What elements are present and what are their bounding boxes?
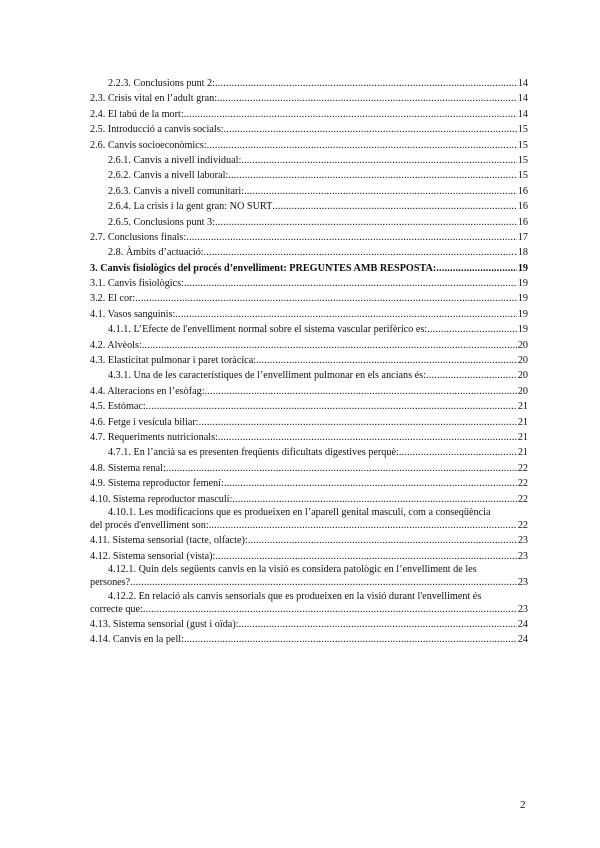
toc-entry-page: 24 xyxy=(517,618,528,630)
dot-leader xyxy=(232,492,517,507)
dot-leader xyxy=(215,76,517,91)
toc-entry-page: 22 xyxy=(517,493,528,505)
toc-entry[interactable] xyxy=(90,368,528,383)
toc-entry-title: 4.3.1. Una de les característiques de l’envelliment pulmonar en els ancians és: xyxy=(108,370,426,382)
toc-entry-title: 4.7.1. En l’ancià sa es presenten freqüents dificultats digestives perquè: xyxy=(108,447,399,459)
toc-entry-page: 14 xyxy=(517,78,528,89)
toc-entry-title: 2.6. Canvis socioeconòmics: xyxy=(90,139,207,151)
dot-leader xyxy=(209,518,517,533)
toc-entry-page: 24 xyxy=(517,634,528,646)
toc-entry-title: 4.12. Sistema sensorial (vista): xyxy=(90,550,216,562)
toc-entry-page: 19 xyxy=(517,324,528,336)
dot-leader xyxy=(184,276,517,291)
dot-leader xyxy=(399,445,517,460)
toc-entry[interactable] xyxy=(90,338,528,353)
toc-entry-page: 20 xyxy=(517,370,528,382)
dot-leader xyxy=(244,184,517,199)
dot-leader xyxy=(224,122,517,137)
toc-entry-title: 2.6.3. Canvis a nivell comunitari: xyxy=(108,185,245,197)
dot-leader xyxy=(427,322,517,337)
toc-entry-page: 19 xyxy=(517,262,528,274)
toc-entry-page: 21 xyxy=(517,447,528,459)
dot-leader xyxy=(205,384,517,399)
toc-entry-title-continued: persones? xyxy=(90,577,131,589)
toc-entry-page: 21 xyxy=(517,401,528,413)
table-of-contents xyxy=(90,76,528,648)
toc-entry[interactable] xyxy=(90,430,528,445)
dot-leader xyxy=(184,632,517,647)
toc-entry[interactable] xyxy=(90,291,528,306)
toc-entry-title: 2.5. Introducció a canvis socials: xyxy=(90,124,224,136)
toc-entry[interactable] xyxy=(90,138,528,153)
toc-entry[interactable] xyxy=(90,107,528,122)
toc-entry-page: 16 xyxy=(517,216,528,228)
toc-entry-title: 4.2. Alvèols: xyxy=(90,339,142,351)
toc-entry-title: 3.2. El cor: xyxy=(90,293,136,305)
toc-entry[interactable] xyxy=(90,168,528,183)
dot-leader xyxy=(184,107,517,122)
toc-entry[interactable] xyxy=(90,322,528,337)
toc-entry[interactable] xyxy=(90,122,528,137)
toc-entry-title: 3. Canvis fisiològics del procés d’envelliment: PREGUNTES AMB RESPOSTA: xyxy=(90,262,437,274)
dot-leader xyxy=(207,138,517,153)
dot-leader xyxy=(248,533,517,548)
toc-entry[interactable] xyxy=(90,533,528,548)
toc-entry-page: 22 xyxy=(517,462,528,474)
dot-leader xyxy=(142,338,517,353)
toc-entry-title: 4.9. Sistema reproductor femení: xyxy=(90,478,224,490)
toc-entry-page: 20 xyxy=(517,385,528,397)
toc-entry-page: 23 xyxy=(517,577,528,589)
toc-entry-title: 2.4. El tabú de la mort: xyxy=(90,108,184,120)
toc-entry-title: 2.8. Àmbits d’actuació: xyxy=(108,247,204,259)
toc-entry-title: 2.7. Conclusions finals: xyxy=(90,231,187,243)
toc-entry[interactable] xyxy=(90,445,528,460)
toc-entry-title-continued: del procés d'envelliment son: xyxy=(90,519,209,531)
toc-entry-page: 15 xyxy=(517,170,528,182)
toc-entry-page: 14 xyxy=(517,93,528,105)
toc-entry[interactable] xyxy=(90,507,528,533)
dot-leader xyxy=(228,168,517,183)
toc-entry[interactable] xyxy=(90,632,528,647)
dot-leader xyxy=(204,245,517,260)
toc-entry[interactable] xyxy=(90,76,528,91)
toc-entry-page: 15 xyxy=(517,124,528,136)
dot-leader xyxy=(166,461,517,476)
toc-entry-page: 20 xyxy=(517,339,528,351)
toc-entry[interactable] xyxy=(90,199,528,214)
toc-entry-page: 14 xyxy=(517,108,528,120)
toc-entry[interactable] xyxy=(90,261,528,276)
toc-entry-page: 21 xyxy=(517,431,528,443)
toc-entry-title: 4.1. Vasos sanguinis: xyxy=(90,308,176,320)
page-number: 2 xyxy=(520,799,526,811)
toc-entry[interactable] xyxy=(90,276,528,291)
toc-entry-title: 4.12.1. Quin dels següents canvis en la visió es considera patològic en l’envelliment de les xyxy=(108,564,477,576)
dot-leader xyxy=(436,261,517,276)
toc-entry-title: 4.10.1. Les modificacions que es produeixen en l’aparell genital masculí, com a conseqüència xyxy=(108,506,491,518)
dot-leader xyxy=(256,353,517,368)
toc-entry-page: 18 xyxy=(517,247,528,259)
toc-entry-page: 15 xyxy=(517,154,528,166)
toc-entry-page: 19 xyxy=(517,308,528,320)
toc-entry[interactable] xyxy=(90,461,528,476)
toc-entry-title: 4.6. Fetge i vesícula biliar: xyxy=(90,416,199,428)
toc-entry-title: 4.3. Elasticitat pulmonar i paret toràcica: xyxy=(90,355,257,367)
toc-entry-page: 16 xyxy=(517,201,528,213)
toc-entry[interactable] xyxy=(90,415,528,430)
toc-entry-title: 2.2.3. Conclusions punt 2: xyxy=(108,78,215,89)
toc-entry[interactable] xyxy=(90,153,528,168)
toc-entry-title: 4.8. Sistema renal: xyxy=(90,462,166,474)
toc-entry-title: 4.12.2. En relació als canvis sensorials que es produeixen en la visió durant l'envelliment és xyxy=(108,590,482,602)
toc-entry[interactable] xyxy=(90,307,528,322)
toc-entry[interactable] xyxy=(90,399,528,414)
toc-entry-title: 2.6.4. La crisis i la gent gran: NO SURT xyxy=(108,201,273,213)
dot-leader xyxy=(146,399,517,414)
toc-entry-title: 3.1. Canvis fisiològics: xyxy=(90,278,184,290)
dot-leader xyxy=(217,91,517,106)
dot-leader xyxy=(239,617,517,632)
toc-entry-page: 22 xyxy=(517,519,528,531)
toc-entry-page: 23 xyxy=(517,535,528,547)
toc-entry[interactable] xyxy=(90,492,528,507)
toc-entry-title: 4.10. Sistema reproductor masculí: xyxy=(90,493,233,505)
toc-entry[interactable] xyxy=(90,476,528,491)
toc-entry[interactable] xyxy=(90,549,528,564)
toc-entry-page: 23 xyxy=(517,550,528,562)
toc-entry-title-continued: correcte que: xyxy=(90,603,143,615)
toc-entry-title: 4.14. Canvis en la pell: xyxy=(90,634,184,646)
toc-entry[interactable] xyxy=(90,215,528,230)
toc-entry-title: 4.4. Alteracions en l’esòfag: xyxy=(90,385,205,397)
toc-entry[interactable] xyxy=(90,353,528,368)
toc-entry-page: 16 xyxy=(517,185,528,197)
toc-entry-title: 2.6.1. Canvis a nivell individual: xyxy=(108,154,242,166)
toc-entry-page: 17 xyxy=(517,231,528,243)
toc-entry[interactable] xyxy=(90,591,528,617)
dot-leader xyxy=(241,153,517,168)
toc-entry[interactable] xyxy=(90,384,528,399)
dot-leader xyxy=(199,415,517,430)
toc-entry-title: 4.11. Sistema sensorial (tacte, olfacte): xyxy=(90,535,248,547)
toc-entry-page: 19 xyxy=(517,278,528,290)
toc-entry-page: 22 xyxy=(517,478,528,490)
toc-entry[interactable] xyxy=(90,245,528,260)
toc-entry-page: 15 xyxy=(517,139,528,151)
dot-leader xyxy=(215,549,516,564)
toc-entry[interactable] xyxy=(90,564,528,590)
toc-entry-title: 4.5. Estómac: xyxy=(90,401,146,413)
toc-entry-page: 19 xyxy=(517,293,528,305)
dot-leader xyxy=(135,291,517,306)
dot-leader xyxy=(218,430,517,445)
toc-entry-title: 4.1.1. L’Efecte de l'envelliment normal sobre el sistema vascular perifèrico es: xyxy=(108,324,428,336)
dot-leader xyxy=(272,199,516,214)
dot-leader xyxy=(224,476,517,491)
toc-entry[interactable] xyxy=(90,91,528,106)
toc-entry[interactable] xyxy=(90,230,528,245)
toc-entry[interactable] xyxy=(90,617,528,632)
toc-entry-title: 2.3. Crisis vital en l’adult gran: xyxy=(90,93,218,105)
dot-leader xyxy=(186,230,517,245)
dot-leader xyxy=(215,215,517,230)
toc-entry-title: 2.6.2. Canvis a nivell laboral: xyxy=(108,170,229,182)
dot-leader xyxy=(426,368,517,383)
toc-entry-page: 21 xyxy=(517,416,528,428)
dot-leader xyxy=(130,575,517,590)
toc-entry-page: 20 xyxy=(517,355,528,367)
toc-entry[interactable] xyxy=(90,184,528,199)
toc-entry-title: 2.6.5. Conclusions punt 3: xyxy=(108,216,215,228)
toc-entry-page: 23 xyxy=(517,603,528,615)
dot-leader xyxy=(143,602,517,617)
dot-leader xyxy=(175,307,517,322)
toc-entry-title: 4.13. Sistema sensorial (gust i oïda): xyxy=(90,618,239,630)
toc-entry-title: 4.7. Requeriments nutricionals: xyxy=(90,431,218,443)
